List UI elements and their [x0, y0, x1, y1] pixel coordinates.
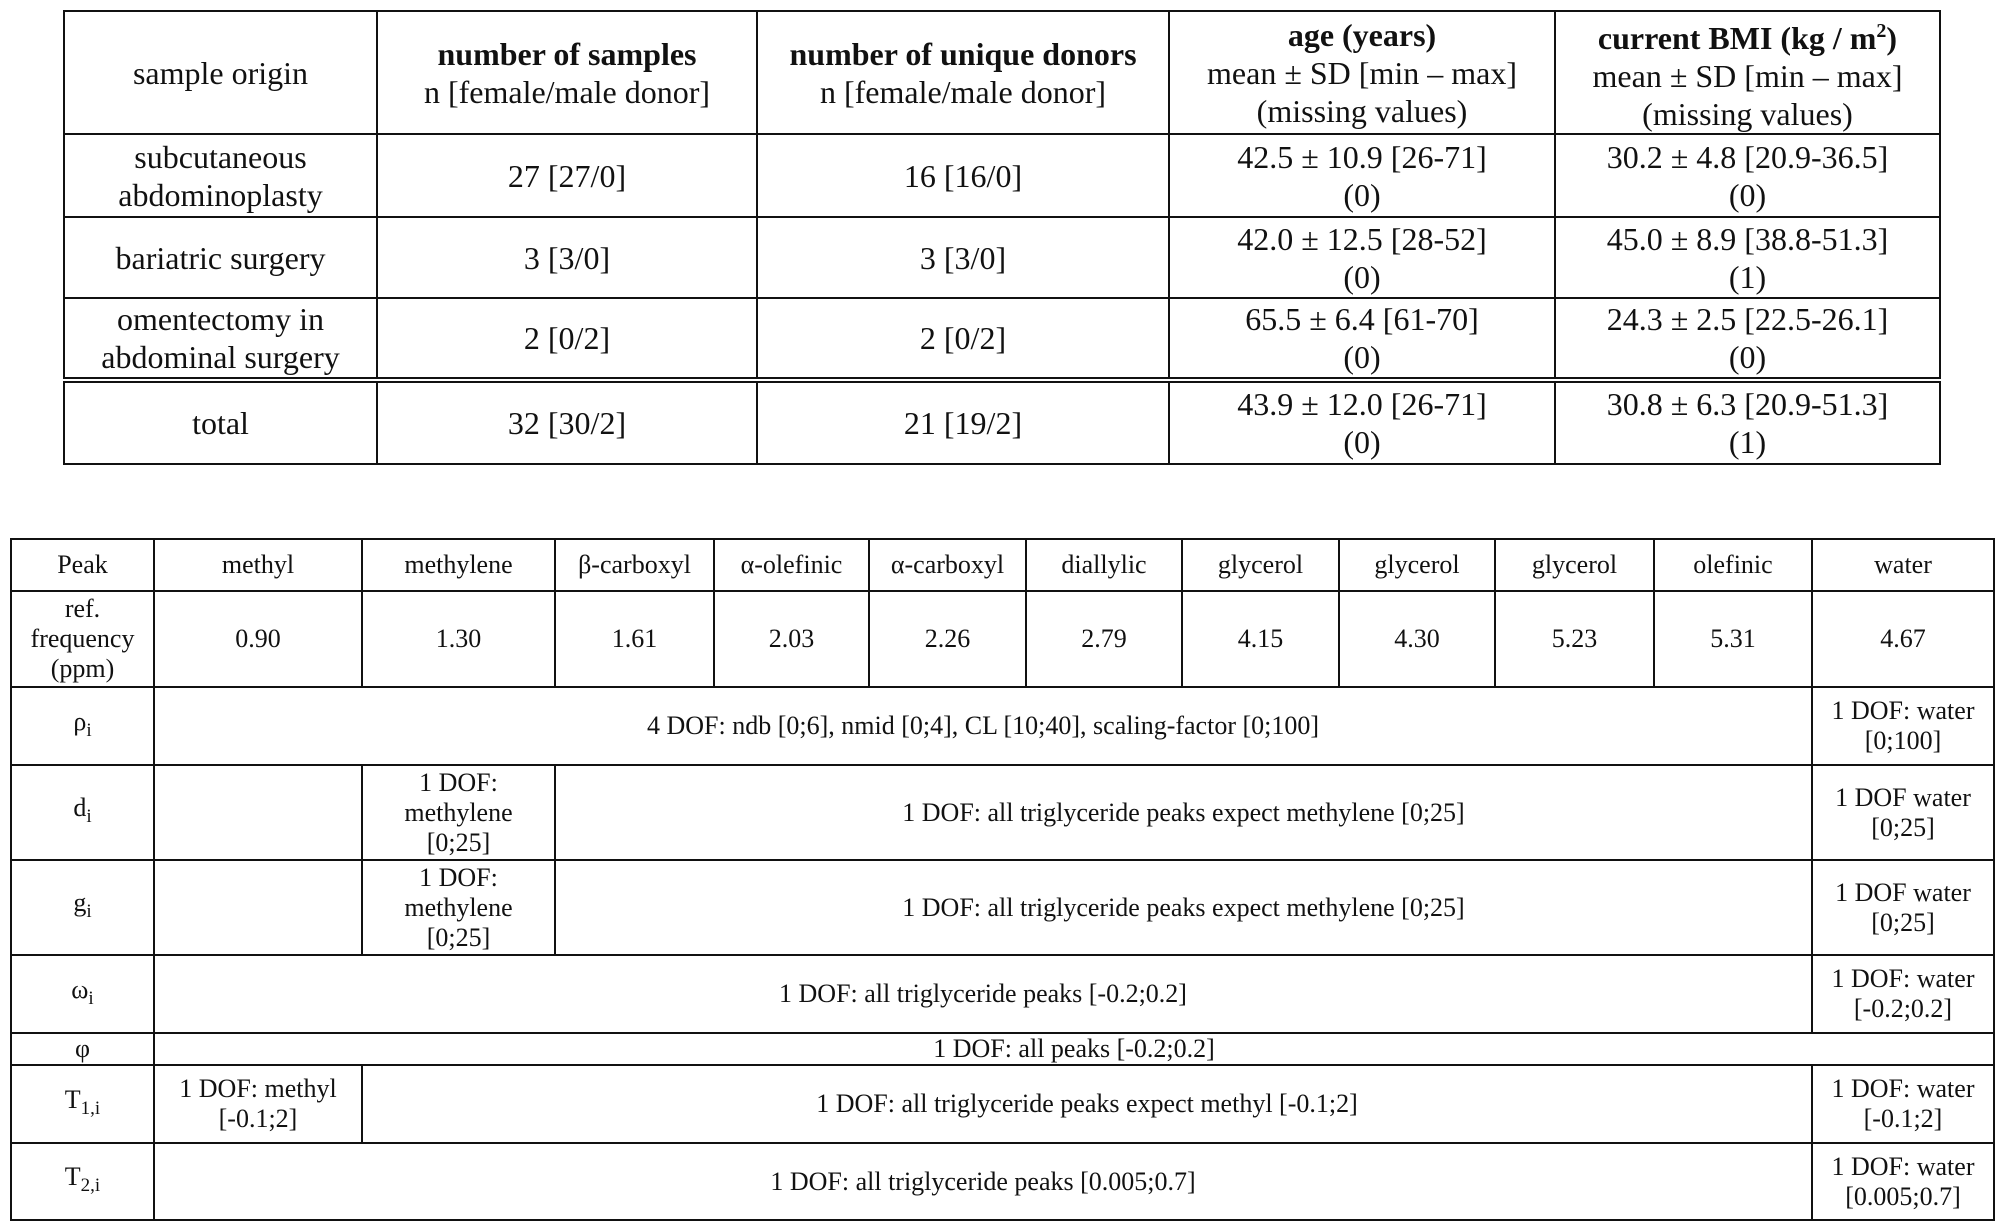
table1-header-row — [64, 11, 1940, 134]
t1-label: $T_{1,i}$ — [11, 1065, 154, 1143]
bmi-cell: 30.2 ± 4.8 [20.9-36.5] (0) — [1555, 134, 1940, 217]
header-unique-donors: number of unique donors n [female/male donor] — [757, 11, 1169, 134]
donors-cell: 3 [3/0] — [757, 217, 1169, 298]
rho-main: 4 DOF: ndb [0;6], nmid [0;4], CL [10;40], scaling-factor [0;100] — [154, 687, 1812, 765]
t1-main: 1 DOF: all triglyceride peaks expect methyl [-0.1;2] — [362, 1065, 1812, 1143]
t2-main: 1 DOF: all triglyceride peaks [0.005;0.7] — [154, 1143, 1812, 1220]
header-methyl: methyl — [154, 539, 362, 591]
origin-cell: omentectomy in abdominal surgery — [64, 298, 377, 380]
header-methylene: methylene — [362, 539, 555, 591]
t1-water: 1 DOF: water [-0.1;2] — [1812, 1065, 1994, 1143]
d-methyl-empty — [154, 765, 362, 860]
ref-value: 1.61 — [555, 591, 714, 687]
rho-row — [11, 687, 1994, 765]
rho-water: 1 DOF: water [0;100] — [1812, 687, 1994, 765]
omega-row — [11, 955, 1994, 1033]
omega-main: 1 DOF: all triglyceride peaks [-0.2;0.2] — [154, 955, 1812, 1033]
g-label: $g_i$ — [11, 860, 154, 955]
table-row-total — [64, 380, 1940, 464]
ref-value: 0.90 — [154, 591, 362, 687]
donors-cell: 2 [0/2] — [757, 298, 1169, 380]
donors-cell: 21 [19/2] — [757, 380, 1169, 464]
age-cell: 43.9 ± 12.0 [26-71] (0) — [1169, 380, 1555, 464]
ref-value: 2.03 — [714, 591, 869, 687]
header-water: water — [1812, 539, 1994, 591]
samples-cell: 2 [0/2] — [377, 298, 757, 380]
t1-row — [11, 1065, 1994, 1143]
d-main: 1 DOF: all triglyceride peaks expect methylene [0;25] — [555, 765, 1812, 860]
ref-value: 5.23 — [1495, 591, 1654, 687]
header-alpha-carboxyl: α-carboxyl — [869, 539, 1026, 591]
header-olefinic: olefinic — [1654, 539, 1812, 591]
table2-header-row — [11, 539, 1994, 591]
d-water: 1 DOF water [0;25] — [1812, 765, 1994, 860]
t1-methyl: 1 DOF: methyl [-0.1;2] — [154, 1065, 362, 1143]
ref-value: 4.67 — [1812, 591, 1994, 687]
ref-value: 4.30 — [1339, 591, 1495, 687]
header-number-of-samples: number of samples n [female/male donor] — [377, 11, 757, 134]
header-diallylic: diallylic — [1026, 539, 1182, 591]
samples-cell: 32 [30/2] — [377, 380, 757, 464]
phi-main: 1 DOF: all peaks [-0.2;0.2] — [154, 1033, 1994, 1065]
ref-value: 1.30 — [362, 591, 555, 687]
header-glycerol: glycerol — [1182, 539, 1339, 591]
header-peak: Peak — [11, 539, 154, 591]
samples-cell: 3 [3/0] — [377, 217, 757, 298]
donor-characteristics-table — [63, 10, 1941, 465]
bmi-cell: 45.0 ± 8.9 [38.8-51.3] (1) — [1555, 217, 1940, 298]
age-cell: 42.5 ± 10.9 [26-71] (0) — [1169, 134, 1555, 217]
origin-cell: subcutaneous abdominoplasty — [64, 134, 377, 217]
g-row — [11, 860, 1994, 955]
t2-label: $T_{2,i}$ — [11, 1143, 154, 1220]
t2-row — [11, 1143, 1994, 1220]
header-age: age (years) mean ± SD [min – max] (missing values) — [1169, 11, 1555, 134]
table-row — [64, 217, 1940, 298]
ref-value: 5.31 — [1654, 591, 1812, 687]
omega-label: $\omega_i$ — [11, 955, 154, 1033]
fitting-parameters-table — [10, 538, 1995, 1221]
d-label: $d_i$ — [11, 765, 154, 860]
header-glycerol: glycerol — [1339, 539, 1495, 591]
d-row — [11, 765, 1994, 860]
origin-cell: total — [64, 380, 377, 464]
header-beta-carboxyl: β-carboxyl — [555, 539, 714, 591]
d-methylene: 1 DOF: methylene [0;25] — [362, 765, 555, 860]
g-methylene: 1 DOF: methylene [0;25] — [362, 860, 555, 955]
g-water: 1 DOF water [0;25] — [1812, 860, 1994, 955]
bmi-cell: 24.3 ± 2.5 [22.5-26.1] (0) — [1555, 298, 1940, 380]
samples-cell: 27 [27/0] — [377, 134, 757, 217]
header-sample-origin: sample origin — [64, 11, 377, 134]
age-cell: 65.5 ± 6.4 [61-70] (0) — [1169, 298, 1555, 380]
table-row — [64, 134, 1940, 217]
donors-cell: 16 [16/0] — [757, 134, 1169, 217]
g-methyl-empty — [154, 860, 362, 955]
ref-value: 4.15 — [1182, 591, 1339, 687]
header-alpha-olefinic: α-olefinic — [714, 539, 869, 591]
bmi-cell: 30.8 ± 6.3 [20.9-51.3] (1) — [1555, 380, 1940, 464]
t2-water: 1 DOF: water [0.005;0.7] — [1812, 1143, 1994, 1220]
header-glycerol: glycerol — [1495, 539, 1654, 591]
ref-value: 2.26 — [869, 591, 1026, 687]
rho-label: $\rho_i$ — [11, 687, 154, 765]
g-main: 1 DOF: all triglyceride peaks expect methylene [0;25] — [555, 860, 1812, 955]
age-cell: 42.0 ± 12.5 [28-52] (0) — [1169, 217, 1555, 298]
phi-row — [11, 1033, 1994, 1065]
origin-cell: bariatric surgery — [64, 217, 377, 298]
omega-water: 1 DOF: water [-0.2;0.2] — [1812, 955, 1994, 1033]
ref-frequency-row — [11, 591, 1994, 687]
table-row — [64, 298, 1940, 380]
phi-label: φ — [11, 1033, 154, 1065]
header-bmi: current BMI $(kg / m^2)$ mean ± SD [min – max] (missing values) — [1555, 11, 1940, 134]
ref-value: 2.79 — [1026, 591, 1182, 687]
ref-frequency-label: ref. frequency (ppm) — [11, 591, 154, 687]
